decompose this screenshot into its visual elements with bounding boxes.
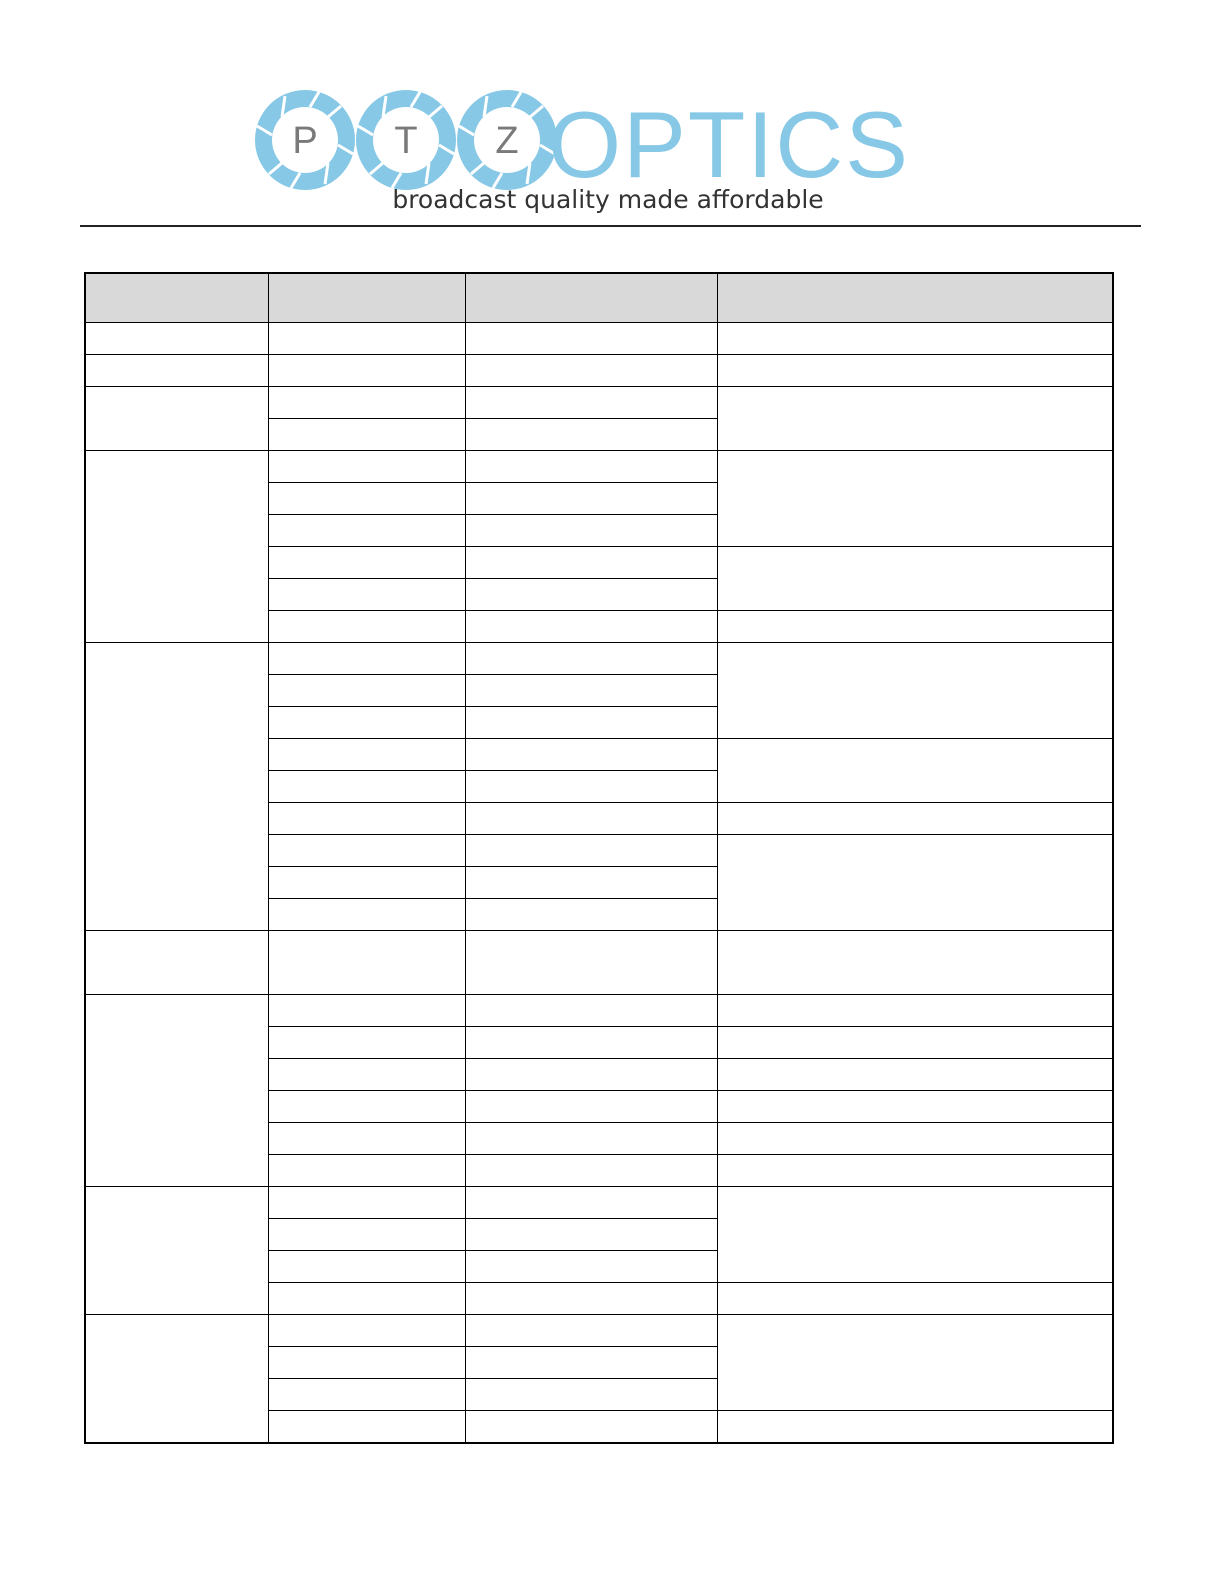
table-cell (717, 547, 1113, 611)
table-cell (717, 323, 1113, 355)
table-cell (465, 803, 717, 835)
table-cell (465, 771, 717, 803)
table-cell (268, 771, 465, 803)
table-cell (268, 1379, 465, 1411)
table-cell (465, 1411, 717, 1444)
table-cell (717, 803, 1113, 835)
table-cell (85, 355, 268, 387)
header-cell (465, 273, 717, 323)
logo-letter-p: P (292, 120, 318, 162)
table-cell (85, 1187, 268, 1315)
table-cell (465, 1347, 717, 1379)
table-cell (268, 1315, 465, 1347)
table-cell (268, 995, 465, 1027)
table-cell (465, 643, 717, 675)
table-row (85, 323, 1113, 355)
table-cell (268, 835, 465, 867)
table-cell (465, 931, 717, 995)
table-cell (465, 387, 717, 419)
table-cell (717, 387, 1113, 451)
table-cell (268, 451, 465, 483)
table-row (85, 995, 1113, 1027)
table-cell (85, 387, 268, 451)
table-cell (465, 1251, 717, 1283)
table-cell (717, 611, 1113, 643)
table-cell (465, 355, 717, 387)
table-cell (465, 1187, 717, 1219)
table-cell (717, 1027, 1113, 1059)
header-cell (268, 273, 465, 323)
table-cell (85, 931, 268, 995)
table-cell (268, 547, 465, 579)
table-cell (268, 323, 465, 355)
table-cell (717, 1059, 1113, 1091)
table-row (85, 355, 1113, 387)
table-cell (465, 995, 717, 1027)
table-cell (268, 1219, 465, 1251)
table-cell (717, 1315, 1113, 1411)
table-cell (268, 803, 465, 835)
table-cell (268, 515, 465, 547)
table-cell (268, 675, 465, 707)
table-cell (268, 1091, 465, 1123)
table-cell (465, 1091, 717, 1123)
logo-brand: OPTICS (548, 92, 910, 197)
table-cell (465, 1123, 717, 1155)
table-cell (268, 1347, 465, 1379)
table-cell (85, 323, 268, 355)
table-cell (268, 387, 465, 419)
table-cell (465, 899, 717, 931)
table-cell (268, 931, 465, 995)
header-cell (717, 273, 1113, 323)
table-cell (85, 995, 268, 1187)
table-cell (465, 707, 717, 739)
table-cell (717, 1123, 1113, 1155)
table-cell (717, 355, 1113, 387)
table-cell (465, 675, 717, 707)
table-cell (268, 707, 465, 739)
table-row (85, 931, 1113, 995)
logo-letter-z: Z (495, 120, 519, 162)
logo-tagline: broadcast quality made affordable (392, 185, 824, 214)
table-cell (85, 451, 268, 643)
table-cell (268, 1123, 465, 1155)
table-cell (717, 931, 1113, 995)
table-cell (465, 1059, 717, 1091)
header-divider (80, 225, 1141, 227)
table-cell (717, 1283, 1113, 1315)
table-cell (717, 1411, 1113, 1444)
table-cell (465, 611, 717, 643)
table-cell (717, 643, 1113, 739)
table-header-row (85, 273, 1113, 323)
table-cell (465, 739, 717, 771)
table-row (85, 451, 1113, 483)
table-cell (268, 1411, 465, 1444)
table-cell (268, 1283, 465, 1315)
table-cell (465, 451, 717, 483)
table-cell (717, 835, 1113, 931)
table-cell (268, 1251, 465, 1283)
table-cell (465, 579, 717, 611)
spec-table (84, 272, 1114, 1444)
table-cell (85, 1315, 268, 1444)
header-cell (85, 273, 268, 323)
table-cell (717, 1091, 1113, 1123)
table-cell (268, 579, 465, 611)
table-cell (268, 643, 465, 675)
table-cell (465, 1283, 717, 1315)
table-cell (268, 1027, 465, 1059)
table-cell (465, 1315, 717, 1347)
table-row (85, 1187, 1113, 1219)
table-cell (717, 1187, 1113, 1283)
table-cell (268, 1059, 465, 1091)
logo (248, 85, 975, 225)
table-cell (717, 451, 1113, 547)
table-cell (465, 515, 717, 547)
table-cell (465, 867, 717, 899)
logo-letter-t: T (394, 120, 418, 162)
table-cell (268, 899, 465, 931)
table-row (85, 1315, 1113, 1347)
table-cell (268, 1187, 465, 1219)
table-cell (268, 419, 465, 451)
table-cell (465, 1379, 717, 1411)
table-cell (268, 1155, 465, 1187)
table-cell (465, 1155, 717, 1187)
table-row (85, 643, 1113, 675)
table-cell (268, 739, 465, 771)
table-cell (465, 419, 717, 451)
table-cell (465, 483, 717, 515)
table-cell (465, 1027, 717, 1059)
table-cell (268, 611, 465, 643)
table-cell (268, 483, 465, 515)
table-cell (717, 995, 1113, 1027)
table-cell (465, 1219, 717, 1251)
table-cell (268, 867, 465, 899)
table-row (85, 387, 1113, 419)
table-cell (465, 323, 717, 355)
table-cell (717, 1155, 1113, 1187)
table-cell (465, 547, 717, 579)
table-cell (268, 355, 465, 387)
table-cell (85, 643, 268, 931)
table-cell (717, 739, 1113, 803)
table-cell (465, 835, 717, 867)
